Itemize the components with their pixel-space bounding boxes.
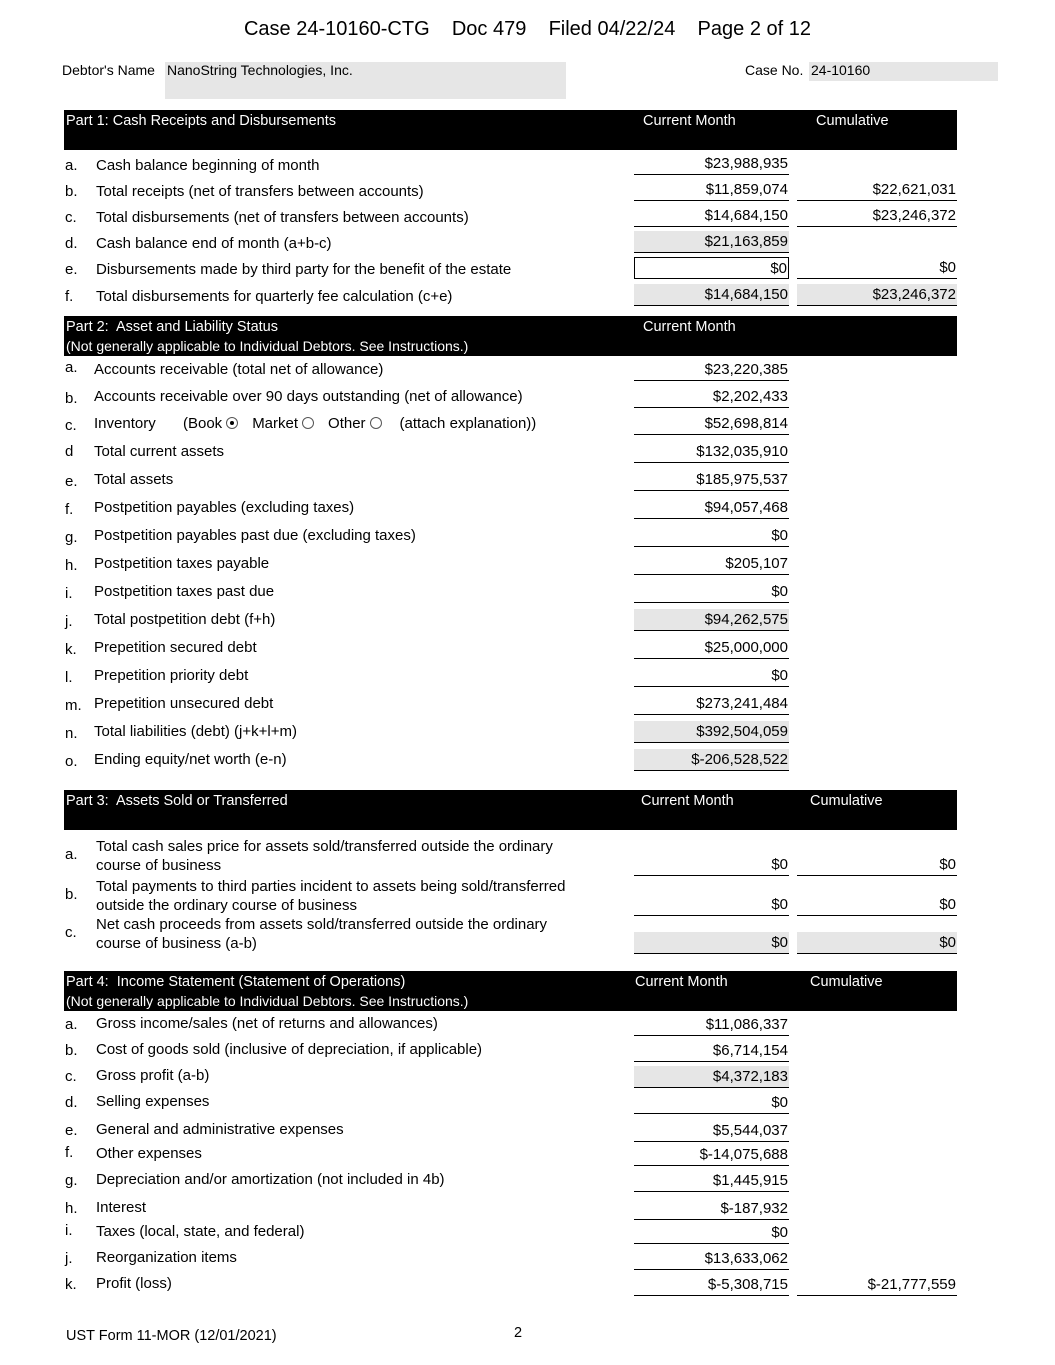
form-id: UST Form 11-MOR (12/01/2021): [66, 1328, 277, 1344]
current-month-value[interactable]: $1,445,915: [634, 1170, 789, 1192]
part2-title: Part 2: Asset and Liability Status: [66, 319, 278, 335]
current-month-value[interactable]: $0: [634, 1222, 789, 1244]
part4-row-f: [0, 1144, 1055, 1170]
row-letter: c.: [65, 417, 77, 434]
row-description: Cash balance beginning of month: [96, 157, 320, 174]
part3-col-cumulative: Cumulative: [810, 793, 883, 809]
part1-col-current: Current Month: [643, 113, 736, 129]
part2-header: [64, 316, 957, 356]
current-month-value[interactable]: $0: [634, 665, 789, 687]
part2-row-k: [0, 637, 1055, 663]
row-letter: d.: [65, 235, 78, 252]
current-month-value[interactable]: $132,035,910: [634, 441, 789, 463]
row-letter: c.: [65, 209, 77, 226]
current-month-value[interactable]: $25,000,000: [634, 637, 789, 659]
part4-subtitle: (Not generally applicable to Individual Debtors. See Instructions.): [66, 993, 469, 1009]
part2-row-e: [0, 469, 1055, 495]
market-radio[interactable]: [302, 417, 314, 429]
current-month-value: $0: [634, 932, 789, 954]
row-letter: d.: [65, 1094, 78, 1111]
current-month-value: $14,684,150: [634, 284, 789, 306]
row-description: Disbursements made by third party for the benefit of the estate: [96, 261, 512, 278]
part4-row-h: [0, 1198, 1055, 1224]
current-month-value[interactable]: $94,057,468: [634, 497, 789, 519]
row-description: Cost of goods sold (inclusive of depreciation, if applicable): [96, 1041, 483, 1058]
row-description: Postpetition taxes past due: [94, 583, 275, 600]
part2-row-h: [0, 553, 1055, 579]
row-letter: l.: [65, 669, 73, 686]
cumulative-value[interactable]: $22,621,031: [797, 179, 957, 201]
current-month-value: $-206,528,522: [634, 749, 789, 771]
part4-header: [64, 971, 957, 1011]
other-label: Other: [328, 415, 366, 432]
row-description: Total assets: [94, 471, 174, 488]
part4-row-e: [0, 1120, 1055, 1146]
current-month-value[interactable]: $0: [634, 581, 789, 603]
row-description: Reorganization items: [96, 1249, 237, 1266]
current-month-value[interactable]: $-5,308,715: [634, 1274, 789, 1296]
case-no-label: Case No.: [745, 62, 804, 78]
row-description: Interest: [96, 1199, 147, 1216]
cumulative-value[interactable]: $0: [797, 854, 957, 876]
current-month-value: $392,504,059: [634, 721, 789, 743]
row-letter: e.: [65, 261, 78, 278]
row-description: Total liabilities (debt) (j+k+l+m): [94, 723, 297, 740]
row-description: Total receipts (net of transfers between accounts): [96, 183, 424, 200]
current-month-value: $21,163,859: [634, 231, 789, 253]
row-letter: f.: [65, 501, 74, 518]
part4-row-c: [0, 1066, 1055, 1092]
part2-row-a: [0, 359, 1055, 385]
part4-row-a: [0, 1014, 1055, 1040]
part3-row-c: [0, 916, 1055, 958]
row-description: Prepetition secured debt: [94, 639, 257, 656]
row-letter: m.: [65, 697, 82, 714]
row-description: Postpetition payables past due (excluding taxes): [94, 527, 416, 544]
part2-row-j: [0, 609, 1055, 635]
current-month-value[interactable]: $-187,932: [634, 1198, 789, 1220]
case-header: Case 24-10160-CTG Doc 479 Filed 04/22/24 Page 2 of 12: [243, 18, 811, 40]
row-letter: b.: [65, 886, 78, 903]
row-letter: j.: [65, 613, 73, 630]
current-month-value[interactable]: $185,975,537: [634, 469, 789, 491]
part1-row-f: [0, 284, 1055, 310]
part1-title: Part 1: Cash Receipts and Disbursements: [66, 113, 336, 129]
row-letter: j.: [65, 1250, 73, 1267]
row-description: Inventory: [94, 415, 156, 432]
current-month-value[interactable]: $11,859,074: [634, 179, 789, 201]
part2-row-o: [0, 749, 1055, 775]
row-letter: g.: [65, 1172, 78, 1189]
row-letter: h.: [65, 557, 78, 574]
cumulative-value[interactable]: $23,246,372: [797, 205, 957, 227]
row-description: Total disbursements for quarterly fee calculation (c+e): [96, 288, 453, 305]
row-letter: c.: [65, 1068, 77, 1085]
attach-explanation-label: (attach explanation)): [399, 415, 537, 432]
current-month-value[interactable]: $11,086,337: [634, 1014, 789, 1036]
part2-row-d: [0, 441, 1055, 467]
current-month-value[interactable]: $14,684,150: [634, 205, 789, 227]
inventory-method-options: [183, 415, 536, 432]
row-description: Accounts receivable (total net of allowance): [94, 361, 384, 378]
current-month-value[interactable]: $0: [634, 257, 789, 279]
book-label: (Book: [183, 415, 223, 432]
current-month-value[interactable]: $23,220,385: [634, 359, 789, 381]
current-month-value: $4,372,183: [634, 1066, 789, 1088]
part4-row-g: [0, 1170, 1055, 1196]
part3-title: Part 3: Assets Sold or Transferred: [66, 793, 288, 809]
row-description: Selling expenses: [96, 1093, 210, 1110]
part2-row-f: [0, 497, 1055, 523]
current-month-value[interactable]: $273,241,484: [634, 693, 789, 715]
row-letter: a.: [65, 1016, 78, 1033]
market-label: Market: [252, 415, 299, 432]
row-letter: a.: [65, 359, 78, 376]
row-letter: c.: [65, 924, 77, 941]
part4-row-k: [0, 1274, 1055, 1300]
current-month-value[interactable]: $23,988,935: [634, 153, 789, 175]
row-letter: b.: [65, 1042, 78, 1059]
row-description: Postpetition taxes payable: [94, 555, 270, 572]
row-description: Gross income/sales (net of returns and allowances): [96, 1015, 438, 1032]
row-letter: e.: [65, 1122, 78, 1139]
debtor-name-label: Debtor's Name: [62, 62, 155, 78]
part1-header: [64, 110, 957, 150]
row-description: Other expenses: [96, 1145, 202, 1162]
cumulative-value: $0: [797, 932, 957, 954]
part2-row-i: [0, 581, 1055, 607]
row-description: Profit (loss): [96, 1275, 172, 1292]
part2-subtitle: (Not generally applicable to Individual Debtors. See Instructions.): [66, 338, 469, 354]
row-description: Total postpetition debt (f+h): [94, 611, 276, 628]
current-month-value: $94,262,575: [634, 609, 789, 631]
current-month-value[interactable]: $0: [634, 894, 789, 916]
part1-col-cumulative: Cumulative: [816, 113, 889, 129]
row-letter: a.: [65, 846, 78, 863]
current-month-value[interactable]: $0: [634, 1092, 789, 1114]
row-letter: g.: [65, 529, 78, 546]
row-letter: o.: [65, 753, 78, 770]
row-letter: f.: [65, 1144, 74, 1161]
part2-row-b: [0, 386, 1055, 412]
other-radio[interactable]: [370, 417, 382, 429]
row-letter: d: [65, 443, 74, 460]
part3-col-current: Current Month: [641, 793, 734, 809]
part1-row-a: [0, 153, 1055, 179]
row-description: Total cash sales price for assets sold/transferred outside the ordinary course of business: [96, 838, 553, 874]
row-letter: b.: [65, 390, 78, 407]
cumulative-value[interactable]: $0: [797, 257, 957, 279]
cumulative-value[interactable]: $-21,777,559: [797, 1274, 957, 1296]
part2-row-c: [0, 413, 1055, 439]
current-month-value[interactable]: $13,633,062: [634, 1248, 789, 1270]
part2-row-m: [0, 693, 1055, 719]
current-month-value[interactable]: $-14,075,688: [634, 1144, 789, 1166]
row-description: Gross profit (a-b): [96, 1067, 210, 1084]
row-description: Depreciation and/or amortization (not included in 4b): [96, 1171, 445, 1188]
row-description: Cash balance end of month (a+b-c): [96, 235, 332, 252]
row-description: Total payments to third parties incident to assets being sold/transferred outside the ordinary course of business: [96, 878, 566, 914]
row-letter: e.: [65, 473, 78, 490]
current-month-value[interactable]: $2,202,433: [634, 386, 789, 408]
part3-header: [64, 790, 957, 830]
row-description: General and administrative expenses: [96, 1121, 344, 1138]
row-letter: k.: [65, 1276, 77, 1293]
row-letter: b.: [65, 183, 78, 200]
part4-title: Part 4: Income Statement (Statement of Operations): [66, 974, 406, 990]
page-number: 2: [514, 1325, 523, 1341]
part4-row-j: [0, 1248, 1055, 1274]
part2-col-current: Current Month: [643, 319, 736, 335]
book-radio[interactable]: [226, 417, 238, 429]
row-letter: f.: [65, 288, 74, 305]
row-letter: k.: [65, 641, 77, 658]
current-month-value[interactable]: $0: [634, 525, 789, 547]
current-month-value[interactable]: $5,544,037: [634, 1120, 789, 1142]
part2-row-l: [0, 665, 1055, 691]
current-month-value[interactable]: $0: [634, 854, 789, 876]
part4-row-d: [0, 1092, 1055, 1118]
row-letter: a.: [65, 157, 78, 174]
row-description: Total current assets: [94, 443, 225, 460]
row-letter: n.: [65, 725, 78, 742]
part1-row-c: [0, 205, 1055, 231]
case-no-field[interactable]: 24-10160: [809, 62, 998, 81]
cumulative-value[interactable]: $0: [797, 894, 957, 916]
part1-row-e: [0, 257, 1055, 283]
row-description: Ending equity/net worth (e-n): [94, 751, 287, 768]
current-month-value[interactable]: $52,698,814: [634, 413, 789, 435]
cumulative-value: $23,246,372: [797, 284, 957, 306]
current-month-value[interactable]: $205,107: [634, 553, 789, 575]
part1-row-d: [0, 231, 1055, 257]
row-description: Accounts receivable over 90 days outstanding (net of allowance): [94, 388, 523, 405]
row-description: Taxes (local, state, and federal): [96, 1223, 305, 1240]
part4-row-i: [0, 1222, 1055, 1248]
row-description: Postpetition payables (excluding taxes): [94, 499, 355, 516]
row-description: Prepetition unsecured debt: [94, 695, 274, 712]
debtor-name-field[interactable]: NanoString Technologies, Inc.: [165, 62, 566, 99]
part4-row-b: [0, 1040, 1055, 1066]
row-description: Total disbursements (net of transfers between accounts): [96, 209, 469, 226]
row-letter: i.: [65, 1222, 73, 1239]
row-letter: h.: [65, 1200, 78, 1217]
row-description: Net cash proceeds from assets sold/transferred outside the ordinary course of business (a-b): [96, 916, 548, 952]
current-month-value[interactable]: $6,714,154: [634, 1040, 789, 1062]
part1-row-b: [0, 179, 1055, 205]
row-letter: i.: [65, 585, 73, 602]
part2-row-g: [0, 525, 1055, 551]
part4-col-current: Current Month: [635, 974, 728, 990]
part2-row-n: [0, 721, 1055, 747]
row-description: Prepetition priority debt: [94, 667, 249, 684]
part4-col-cumulative: Cumulative: [810, 974, 883, 990]
